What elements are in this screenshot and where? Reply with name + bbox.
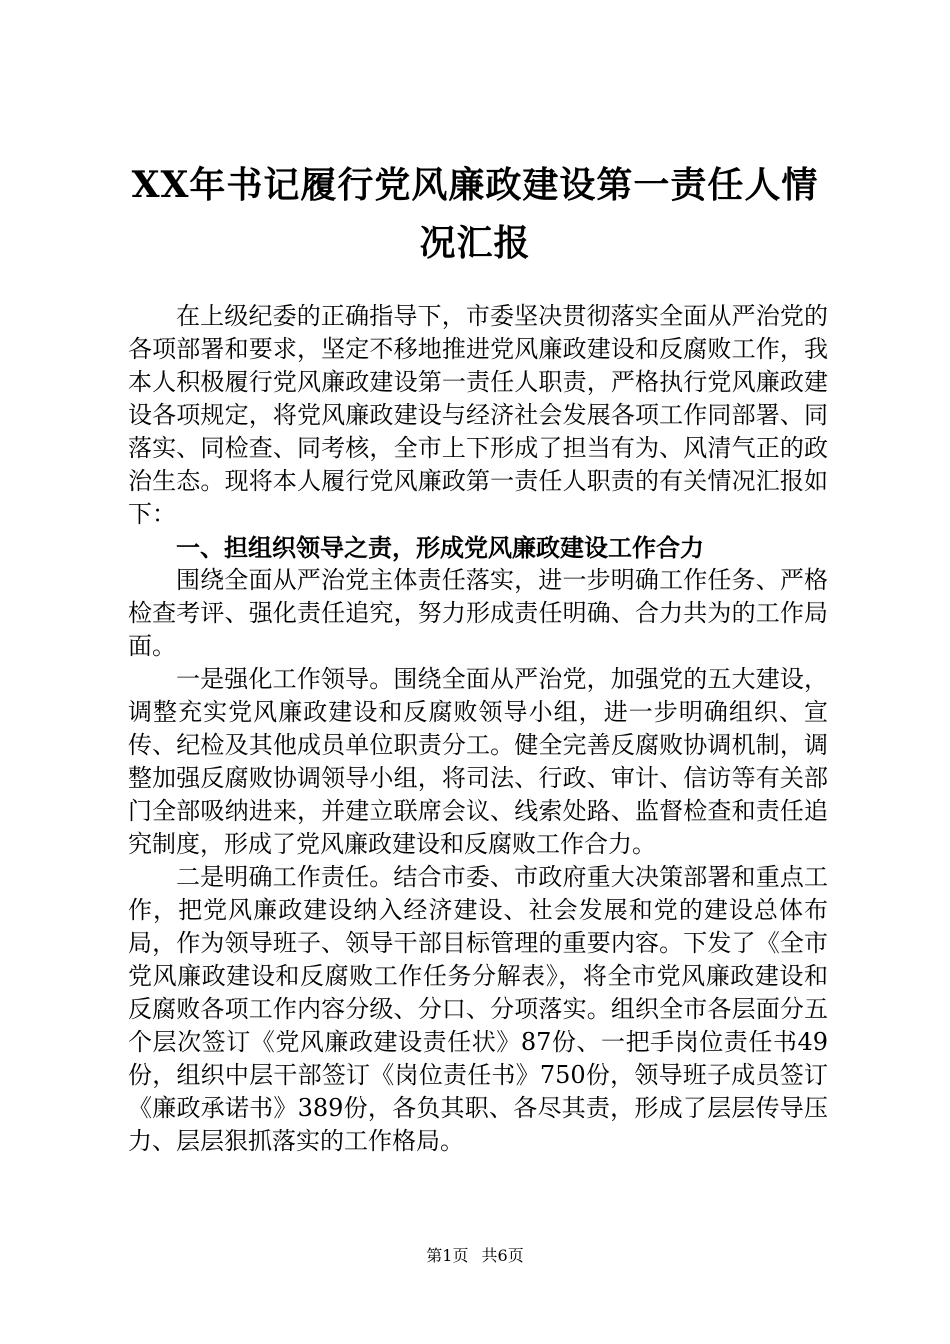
document-body bbox=[128, 300, 828, 1158]
section-intro-paragraph: 围绕全面从严治党主体责任落实，进一步明确工作任务、严格检查考评、强化责任追究，努力形成责任明确、合力共为的工作局面。 bbox=[128, 566, 828, 660]
intro-paragraph: 在上级纪委的正确指导下，市委坚决贯彻落实全面从严治党的各项部署和要求，坚定不移地推进党风廉政建设和反腐败工作，我本人积极履行党风廉政建设第一责任人职责，严格执行党风廉政建设各项规定，将党风廉政建设与经济社会发展各项工作同部署、同落实、同检查、同考核，全市上下形成了担当有为、风清气正的政治生态。现将本人履行党风廉政第一责任人职责的有关情况汇报如下： bbox=[128, 302, 828, 528]
page-footer bbox=[0, 1246, 950, 1266]
section-heading: 一、担组织领导之责，形成党风廉政建设工作合力 bbox=[176, 533, 704, 562]
document-title: XX年书记履行党风廉政建设第一责任人情况汇报 bbox=[131, 164, 819, 264]
point-one-paragraph: 一是强化工作领导。围绕全面从严治党，加强党的五大建设，调整充实党风廉政建设和反腐败领导小组，进一步明确组织、宣传、纪检及其他成员单位职责分工。健全完善反腐败协调机制，调整加强反腐败协调领导小组，将司法、行政、审计、信访等有关部门全部吸纳进来，并建立联席会议、线索处路、监督检查和责任追究制度，形成了党风廉政建设和反腐败工作合力。 bbox=[128, 665, 828, 858]
page-number: 第1页 bbox=[426, 1246, 469, 1265]
point-two-paragraph: 二是明确工作责任。结合市委、市政府重大决策部署和重点工作，把党风廉政建设纳入经济建设、社会发展和党的建设总体布局，作为领导班子、领导干部目标管理的重要内容。下发了《全市党风廉政建设和反腐败工作任务分解表》，将全市党风廉政建设和反腐败各项工作内容分级、分口、分项落实。组织全市各层面分五个层次签订《党风廉政建设责任状》87份、一把手岗位责任书49份，组织中层干部签订《岗位责任书》750份，领导班子成员签订《廉政承诺书》389份，各负其职、各尽其责，形成了层层传导压力、层层狠抓落实的工作格局。 bbox=[128, 863, 828, 1155]
page-total: 共6页 bbox=[481, 1246, 524, 1265]
